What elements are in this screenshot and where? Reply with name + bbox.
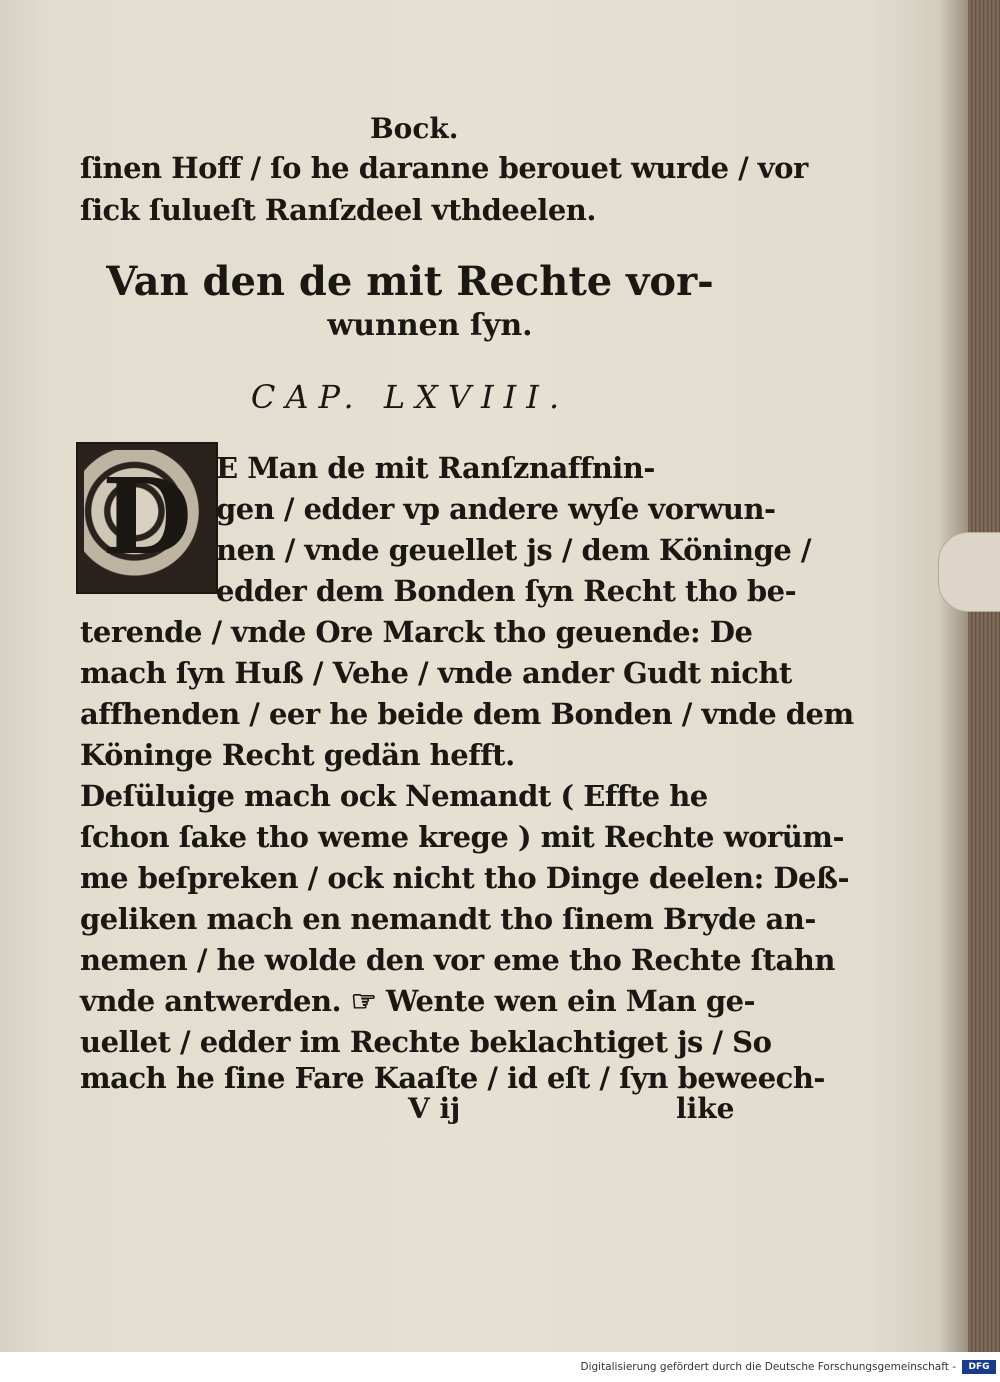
initial-letter: D bbox=[101, 455, 193, 578]
text-line: ſick ſulueſt Ranſzdeel vthdeelen. bbox=[80, 193, 596, 227]
text-line: me beſpreken / ock nicht tho Dinge deelen: Deß- bbox=[80, 861, 850, 895]
text-line: Deſüluige mach ock Nemandt ( Effte he bbox=[80, 779, 708, 813]
dfg-logo: DFG bbox=[962, 1360, 996, 1374]
text-line: mach ſyn Huß / Vehe / vnde ander Gudt nicht bbox=[80, 656, 792, 690]
footer-bar bbox=[0, 1352, 1000, 1382]
text-line: edder dem Bonden ſyn Recht tho be- bbox=[216, 574, 797, 608]
text-line: nemen / he wolde den vor eme tho Rechte ſtahn bbox=[80, 943, 835, 977]
text-line: Köninge Recht gedän hefft. bbox=[80, 738, 515, 772]
catchword: like bbox=[676, 1092, 735, 1125]
chapter-heading: Van den de mit Rechte vor- bbox=[106, 258, 714, 305]
text-line: affhenden / eer he beide dem Bonden / vnde dem bbox=[80, 697, 854, 731]
text-line: uellet / edder im Rechte beklachtiget js / So bbox=[80, 1025, 772, 1059]
text-line: ſinen Hoff / ſo he daranne berouet wurde / vor bbox=[80, 151, 808, 185]
signature-mark: V ij bbox=[408, 1092, 461, 1125]
text-line: ſchon ſake tho weme krege ) mit Rechte worüm- bbox=[80, 820, 844, 854]
chapter-number: CAP. LXVIII. bbox=[250, 378, 570, 416]
text-line: gen / edder vp andere wyſe vorwun- bbox=[216, 492, 776, 526]
text-line: geliken mach en nemandt tho ſinem Bryde an- bbox=[80, 902, 816, 936]
book-edge bbox=[968, 0, 1000, 1352]
running-head: Bock. bbox=[370, 112, 459, 145]
funding-notice: Digitalisierung gefördert durch die Deutsche Forschungsgemeinschaft - bbox=[580, 1361, 956, 1373]
text-line: terende / vnde Ore Marck tho geuende: De bbox=[80, 615, 753, 649]
text-line: vnde antwerden. ☞ Wente wen ein Man ge- bbox=[80, 984, 756, 1018]
decorated-initial bbox=[76, 442, 218, 594]
page-gutter-shadow bbox=[938, 0, 968, 1352]
chapter-heading-continued: wunnen ſyn. bbox=[327, 308, 533, 343]
text-line: mach he ſine Fare Kaaſte / id eſt / ſyn beweech- bbox=[80, 1061, 825, 1095]
text-line: nen / vnde geuellet js / dem Köninge / bbox=[216, 533, 812, 567]
page-clip bbox=[938, 532, 1000, 612]
text-line: E Man de mit Ranſznaffnin- bbox=[216, 451, 655, 485]
